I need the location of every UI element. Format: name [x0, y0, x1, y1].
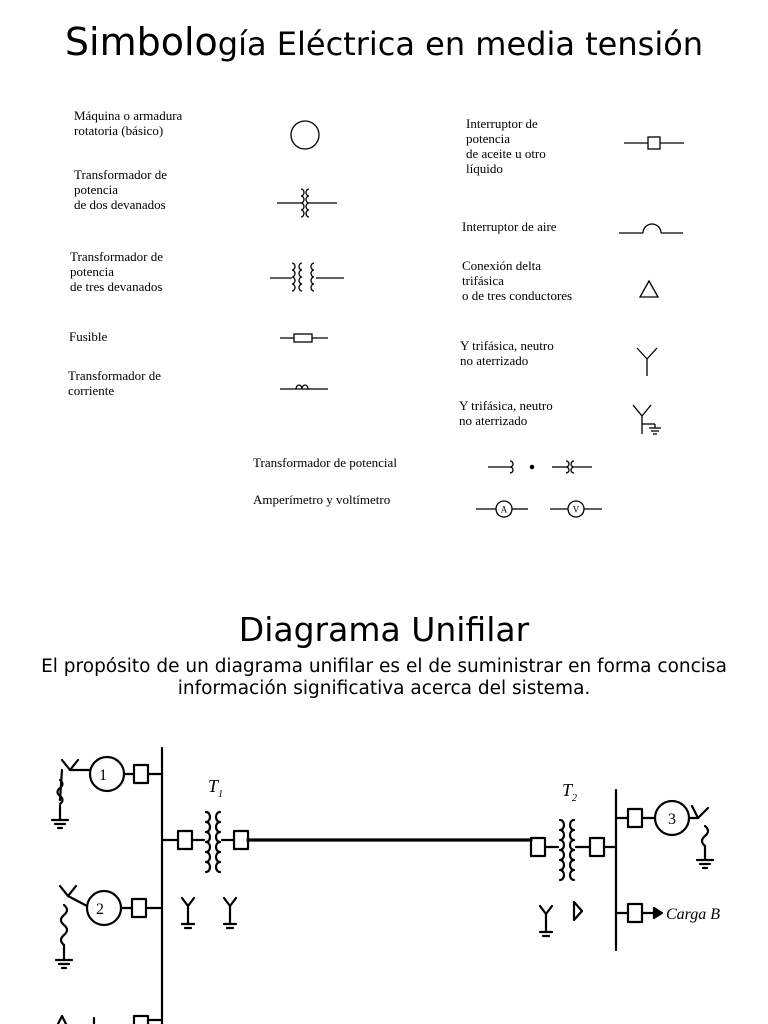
generator-3-label: 3 [668, 811, 676, 828]
t1-subscript: 1 [218, 789, 223, 800]
page-title [0, 20, 768, 64]
three-winding-transformer-icon [268, 256, 350, 300]
label-current-transformer: Transformador de corriente [68, 368, 162, 398]
single-line-diagram [0, 740, 768, 1024]
label-delta-connection: Conexión delta trifásica o de tres conductores [462, 258, 573, 303]
label-air-breaker: Interruptor de aire [462, 219, 557, 234]
two-winding-transformer-icon [275, 183, 339, 223]
title-part-1: Simbolo [64, 20, 218, 64]
label-fuse: Fusible [69, 329, 108, 344]
generator-3 [616, 801, 713, 868]
potential-transformer-icon [486, 455, 606, 479]
oil-breaker-icon [622, 134, 686, 152]
load-b-branch [616, 904, 662, 922]
t2-subscript: 2 [572, 793, 577, 804]
wye-grounded-icon [630, 402, 666, 440]
voltmeter-letter: V [572, 504, 580, 515]
transformer-t1-branch [162, 812, 531, 928]
delta-icon [637, 278, 661, 300]
generator-2-label: 2 [96, 901, 104, 918]
voltmeter-icon [548, 497, 604, 521]
fuse-icon [278, 330, 330, 346]
ammeter-icon [474, 497, 530, 521]
label-rotating-machine: Máquina o armadura rotatoria (básico) [74, 108, 183, 138]
t2-label: T [562, 780, 573, 800]
air-breaker-icon [617, 220, 685, 238]
label-two-winding-transformer: Transformador de potencia de dos devanados [74, 167, 168, 212]
generator-1 [52, 757, 162, 828]
label-wye-grounded: Y trifásica, neutro no aterrizado [459, 398, 553, 428]
diagram-description: El propósito de un diagrama unifilar es el de suministrar en forma concisa información significativa acerca del sistema. [41, 656, 727, 699]
transformer-t2-branch [531, 820, 616, 936]
generator-2 [56, 886, 162, 968]
circle-icon [288, 118, 322, 152]
generator-partial [58, 1016, 162, 1024]
label-potential-transformer: Transformador de potencial [253, 455, 397, 470]
current-transformer-icon [278, 380, 330, 396]
wye-icon [634, 344, 660, 378]
label-wye-ungrounded: Y trifásica, neutro no aterrizado [460, 338, 554, 368]
label-oil-breaker: Interruptor de potencia de aceite u otro líquido [466, 116, 546, 176]
title-part-2: gía Eléctrica en media tensión [217, 25, 704, 63]
diagram-heading: Diagrama Unifilar [238, 610, 530, 649]
label-three-winding-transformer: Transformador de potencia de tres devanados [70, 249, 164, 294]
generator-1-label: 1 [99, 767, 107, 784]
label-ammeter-voltmeter: Amperímetro y voltímetro [253, 492, 391, 507]
load-b-label: Carga B [666, 906, 721, 923]
ammeter-letter: A [500, 504, 508, 515]
t1-label: T [208, 776, 219, 796]
